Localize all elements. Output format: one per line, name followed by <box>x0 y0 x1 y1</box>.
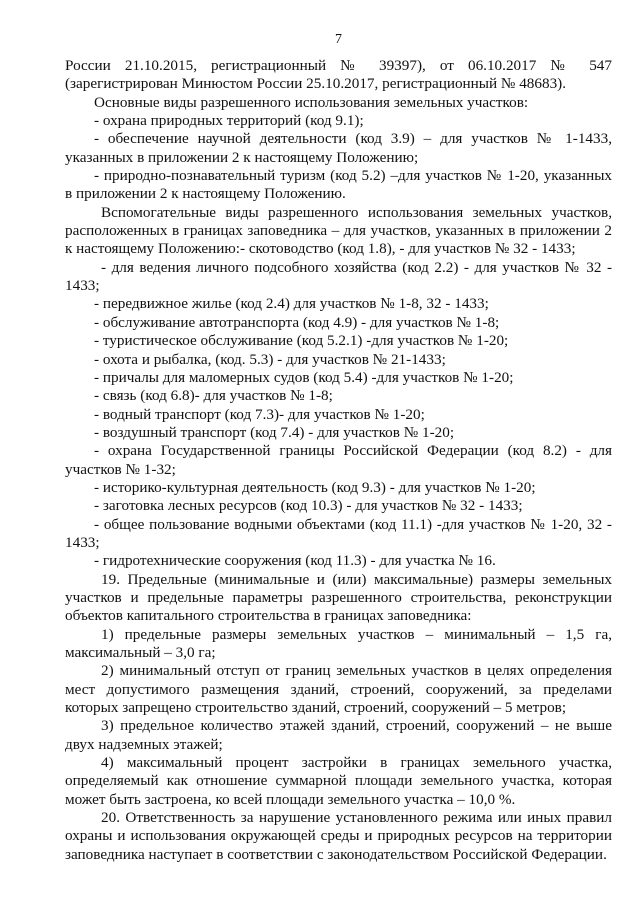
paragraph-section-20: 20. Ответственность за нарушение установленного режима или иных правил охраны и использования окружающей среды и природных ресурсов на территории заповедника наступает в соответствии с законодательством Российской Федерации. <box>65 809 612 863</box>
paragraph-19-item-1: 1) предельные размеры земельных участков – минимальный – 1,5 га, максимальный – 3,0 га; <box>65 625 612 661</box>
list-item: - охота и рыбалка, (код. 5.3) - для участков № 21-1433; <box>94 350 446 368</box>
list-item: - обеспечение научной деятельности (код 3.9) – для участков № 1-1433, указанных в приложении 2 к настоящему Положению; <box>65 130 612 166</box>
list-item: - связь (код 6.8)- для участков № 1-8; <box>94 387 333 405</box>
document-body <box>65 57 612 864</box>
paragraph-auxiliary-uses: Вспомогательные виды разрешенного использования земельных участков, расположенных в границах заповедника – для участков, указанных в приложении 2 к настоящему Положению:- скотоводство (код 1.8), - для участков № 32 - 1433; <box>65 203 612 258</box>
list-item: - обслуживание автотранспорта (код 4.9) - для участков № 1-8; <box>94 313 500 331</box>
list-item: - заготовка лесных ресурсов (код 10.3) - для участков № 32 - 1433; <box>94 497 523 515</box>
paragraph-main-uses-heading: Основные виды разрешенного использования земельных участков: <box>94 93 529 111</box>
list-item: - туристическое обслуживание (код 5.2.1) -для участков № 1-20; <box>94 332 509 350</box>
list-item: - передвижное жилье (код 2.4) для участков № 1-8, 32 - 1433; <box>94 295 489 313</box>
list-item: - историко-культурная деятельность (код 9.3) - для участков № 1-20; <box>94 478 536 496</box>
list-item: - охрана природных территорий (код 9.1); <box>94 112 364 130</box>
list-item: - природно-познавательный туризм (код 5.2) –для участков № 1-20, указанных в приложении 2 к настоящему Положению. <box>65 167 612 203</box>
paragraph-registration: России 21.10.2015, регистрационный № 39397), от 06.10.2017 № 547 (зарегистрирован Минюстом России 25.10.2017, регистрационный № 48683). <box>65 57 612 93</box>
list-item: - гидротехнические сооружения (код 11.3) - для участка № 16. <box>94 552 496 570</box>
paragraph-19-item-4: 4) максимальный процент застройки в границах земельного участка, определяемый как отношение суммарной площади земельного участка, которая может быть застроена, ко всей площади земельного участка – 10,0 %. <box>65 754 612 808</box>
list-item: - воздушный транспорт (код 7.4) - для участков № 1-20; <box>94 423 455 441</box>
list-item: - охрана Государственной границы Российской Федерации (код 8.2) - для участков № 1-32; <box>65 442 612 478</box>
paragraph-19-item-2: 2) минимальный отступ от границ земельных участков в целях определения мест допустимого размещения зданий, строений, сооружений, за пределами которых запрещено строительство зданий, строений, сооружений – 5 метров; <box>65 662 612 717</box>
list-item: - причалы для маломерных судов (код 5.4) -для участков № 1-20; <box>94 368 514 386</box>
list-item: - общее пользование водными объектами (код 11.1) -для участков № 1-20, 32 - 1433; <box>65 515 612 551</box>
list-item: - для ведения личного подсобного хозяйства (код 2.2) - для участков № 32 - 1433; <box>65 258 612 295</box>
page-number: 7 <box>335 32 342 47</box>
list-item: - водный транспорт (код 7.3)- для участков № 1-20; <box>94 405 425 423</box>
paragraph-19-item-3: 3) предельное количество этажей зданий, строений, сооружений – не выше двух надземных этажей; <box>65 717 612 753</box>
paragraph-section-19: 19. Предельные (минимальные и (или) максимальные) размеры земельных участков и предельные параметры разрешенного строительства, реконструкции объектов капитального строительства в границах заповедника: <box>65 570 612 625</box>
